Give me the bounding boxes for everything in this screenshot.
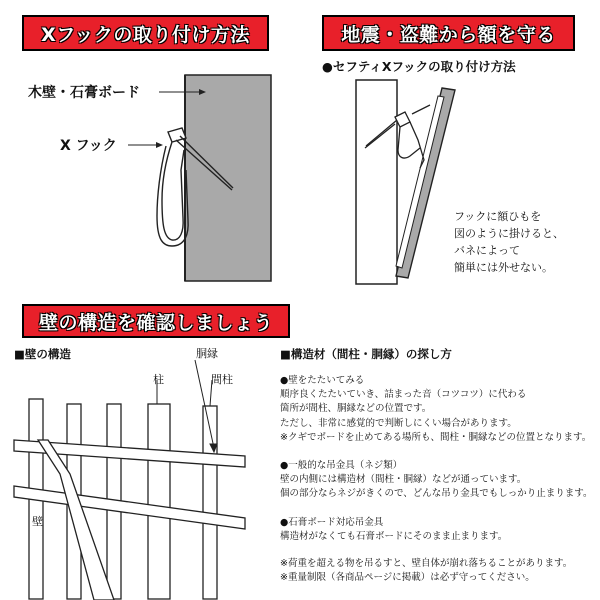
pillar (148, 404, 170, 599)
knock-line: ※クギでボードを止めてある場所も、間柱・胴縁などの位置となります。 (280, 431, 592, 443)
knock-method (280, 374, 598, 445)
safety-hook-subtitle: ●セフティXフックの取り付け方法 (322, 59, 516, 74)
gypsum-line: 構造材がなくても石膏ボードにそのまま止まります。 (280, 531, 508, 543)
label-wooden-wall: 木壁・石膏ボード (28, 85, 140, 101)
label-x-hook: X フック (60, 138, 117, 154)
safety-note-line: 簡単には外せない。 (454, 261, 553, 274)
label-kabe: 壁 (32, 515, 43, 528)
wall-structure-title: 壁の構造を確認しましょう (38, 311, 273, 334)
safety-note-line: バネによって (454, 244, 520, 257)
knock-line: 順序良くたたいていき、詰まった音（コツコツ）に代わる (280, 389, 527, 401)
gypsum-hardware (280, 516, 598, 544)
knock-line: ただし、非常に感覚的で判断しにくい場合があります。 (280, 417, 517, 429)
label-mabashira: 間柱 (211, 373, 233, 386)
wall-structure-heading: ■壁の構造 (14, 347, 71, 361)
knock-head: ●壁をたたいてみる (280, 375, 365, 386)
warning-line: ※荷重を超える物を吊るすと、壁自体が崩れ落ちることがあります。 (280, 558, 573, 569)
search-heading: ■構造材（間柱・胴縁）の探し方 (280, 347, 452, 361)
general-line: 個の部分ならネジがきくので、どんな吊り金具でもしっかり止まります。 (280, 488, 593, 500)
warning-line: ※重量制限（各商品ページに掲載）は必ず守ってください。 (280, 572, 535, 584)
general-head: ●一般的な吊金具（ネジ類） (280, 460, 403, 471)
gypsum-head: ●石膏ボード対応吊金具 (280, 517, 384, 528)
label-doubuchi: 胴縁 (196, 347, 218, 360)
safety-note-line: フックに額ひもを (454, 210, 542, 223)
hook-install-title: Xフックの取り付け方法 (41, 23, 250, 46)
label-hashira: 柱 (153, 373, 164, 386)
mabashira (203, 406, 217, 599)
knock-line: 箇所が間柱、胴縁などの位置です。 (280, 403, 432, 415)
earthquake-title: 地震・盗難から額を守る (341, 23, 556, 46)
warning-notes (280, 557, 598, 585)
general-line: 壁の内側には構造材（間柱・胴縁）などが通っています。 (280, 474, 527, 486)
general-hardware (280, 459, 598, 502)
safety-note-line: 図のように掛けると、 (454, 227, 564, 240)
